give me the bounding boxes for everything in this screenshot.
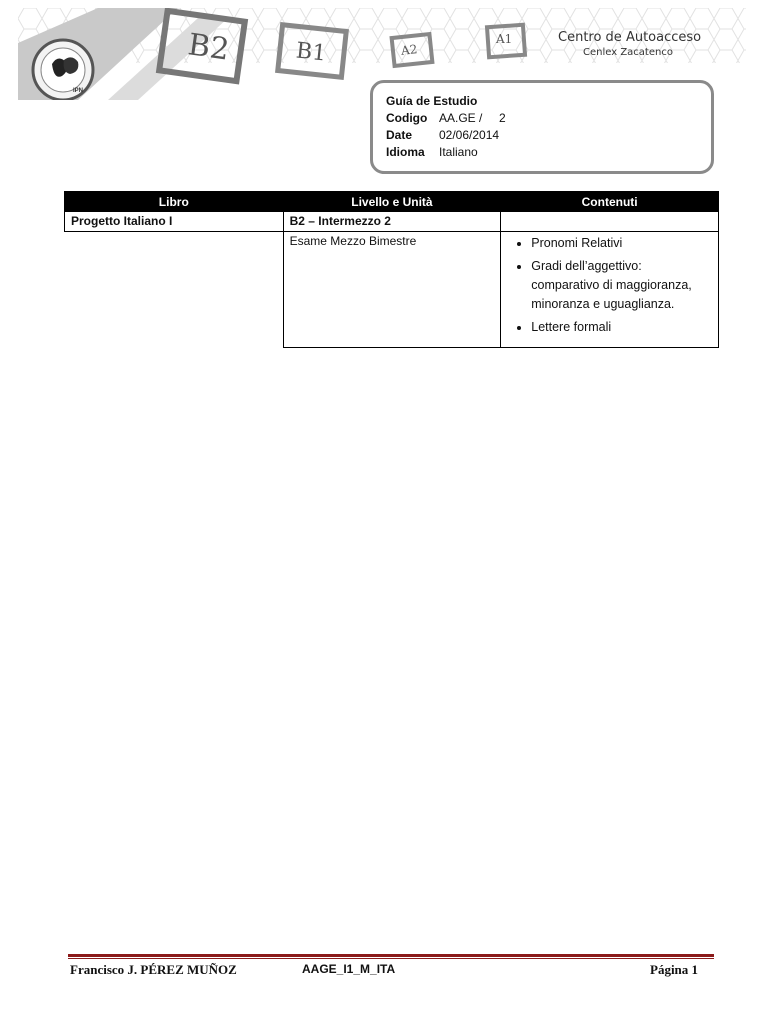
list-item: • Pronomi Relativi xyxy=(531,234,712,253)
infobox-key: Idioma xyxy=(386,145,425,159)
infobox-value: Italiano xyxy=(439,145,478,159)
contenuti-list xyxy=(507,234,712,337)
infobox-value: 02/06/2014 xyxy=(439,128,500,142)
header-libro: Libro xyxy=(65,192,284,212)
list-item: • Lettere formali xyxy=(531,318,712,337)
footer-page-number: Página 1 xyxy=(650,962,699,977)
cell-livello: Esame Mezzo Bimestre xyxy=(283,232,501,348)
study-guide-infobox xyxy=(370,80,714,174)
cell-contenuti xyxy=(501,232,719,348)
org-subtitle: Cenlex Zacatenco xyxy=(583,47,673,58)
cell-livello: B2 – Intermezzo 2 xyxy=(283,212,501,232)
org-title: Centro de Autoacceso xyxy=(558,30,702,45)
footer-divider xyxy=(68,954,714,957)
infobox-title: Guía de Estudio xyxy=(386,94,478,108)
infobox-value: AA.GE / 2 xyxy=(439,111,506,125)
cell-contenuti xyxy=(501,212,719,232)
footer-author: Francisco J. PÉREZ MUÑOZ xyxy=(70,962,237,977)
table-row xyxy=(65,232,719,348)
logo-level-a1: A1 xyxy=(496,32,513,46)
logo-level-b2: B2 xyxy=(185,27,232,68)
header-contenuti: Contenuti xyxy=(501,192,719,212)
logo-level-b1: B1 xyxy=(294,38,328,67)
infobox-key: Date xyxy=(386,128,413,142)
cell-libro: Progetto Italiano I xyxy=(65,212,284,232)
infobox-row-codigo xyxy=(386,111,506,125)
list-item: • Gradi dell’aggettivo: comparativo di maggioranza, minoranza e uguaglianza. xyxy=(531,257,712,314)
logo-ipn: IPN xyxy=(73,88,84,94)
table-row xyxy=(65,212,719,232)
infobox-key: Codigo xyxy=(386,111,428,125)
header-livello: Livello e Unità xyxy=(283,192,501,212)
content-table xyxy=(64,191,719,348)
cell-libro-empty xyxy=(65,232,284,348)
footer-doc-code: AAGE_I1_M_ITA xyxy=(302,962,396,976)
infobox-row-date xyxy=(386,128,499,142)
footer-divider-thin xyxy=(68,958,714,959)
infobox-row-idioma xyxy=(386,145,478,159)
logo-level-a2: A2 xyxy=(400,42,418,58)
table-header-row xyxy=(65,192,719,212)
